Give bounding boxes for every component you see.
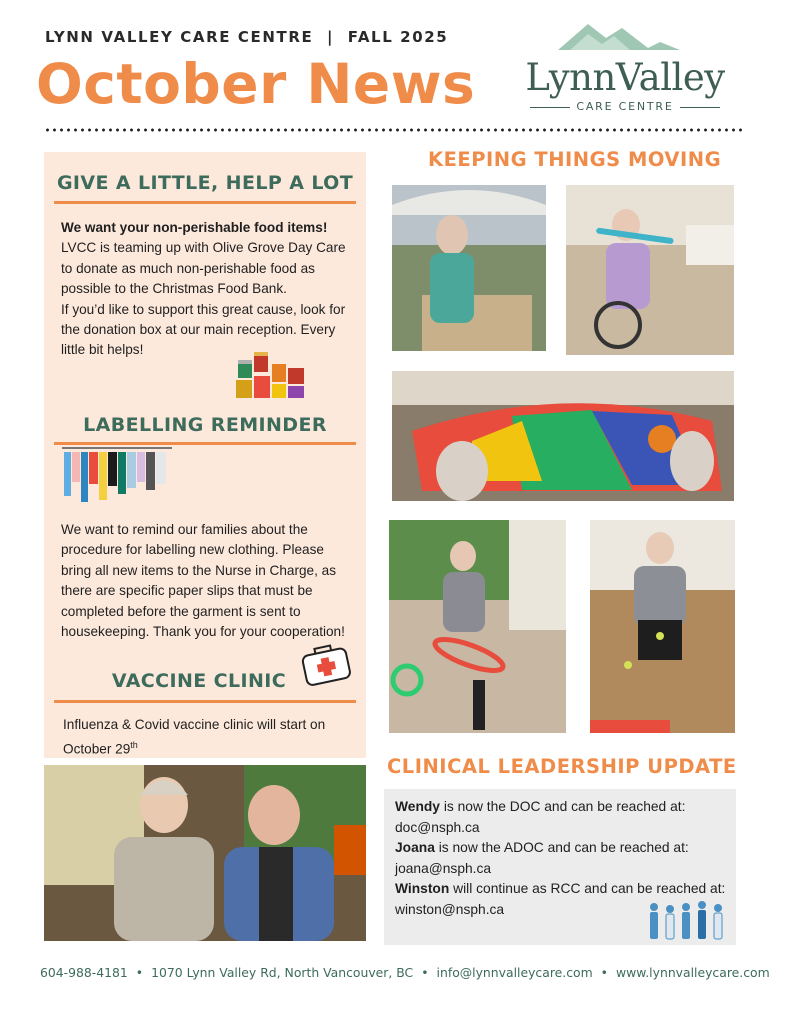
residents-photo-illustration [44, 765, 366, 941]
clinical-title: CLINICAL LEADERSHIP UPDATE [387, 755, 737, 778]
canned-food-icon [232, 348, 312, 402]
food-drive-text [61, 218, 359, 361]
clinical-panel [384, 789, 736, 945]
activity-photo-5-illustration [590, 520, 735, 733]
footer-phone[interactable]: 604-988-4181 [40, 965, 128, 980]
footer-contact [40, 965, 770, 980]
labelling-text: We want to remind our families about the procedure for labelling new clothing. Please bring all new items to the Nurse in Charge, as there are specific paper slips that must be completed before the garment is sent to housekeeping. Thank you for your cooperation! [61, 522, 345, 640]
clinical-item [395, 879, 733, 900]
clinical-role: is now the ADOC and can be reached at: [434, 840, 689, 856]
dotted-divider [44, 128, 744, 132]
activity-photo-2 [566, 185, 734, 355]
footer-email[interactable]: info@lynnvalleycare.com [436, 965, 593, 980]
clinical-email[interactable]: winston@nsph.ca [395, 901, 505, 917]
vaccine-body: Influenza & Covid vaccine clinic will start on October 29 [63, 717, 326, 757]
vaccine-title: VACCINE CLINIC [111, 670, 287, 692]
activity-photo-4 [389, 520, 566, 733]
footer-address: 1070 Lynn Valley Rd, North Vancouver, BC [151, 965, 414, 980]
clothing-rack-icon [60, 444, 175, 504]
food-drive-body-2: If you’d like to support this great cause, look for the donation box at our main reception. Every little bit helps! [61, 301, 346, 358]
newsletter-kicker: LYNN VALLEY CARE CENTRE | FALL 2025 [45, 28, 449, 46]
footer-website[interactable]: www.lynnvalleycare.com [615, 965, 770, 980]
logo-subtitle-text: CARE CENTRE [576, 100, 674, 113]
labelling-title: LABELLING REMINDER [83, 414, 327, 436]
vaccine-underline [54, 700, 356, 703]
activity-photo-2-illustration [566, 185, 734, 355]
logo-subtitle [510, 100, 740, 113]
food-drive-lead: We want your non-perishable food items! [61, 220, 328, 235]
logo-name: LynnValley [525, 56, 725, 99]
clinical-role: is now the DOC and can be reached at: [439, 799, 686, 814]
food-drive-underline [54, 201, 356, 204]
residents-photo [44, 765, 366, 941]
activity-photo-1-illustration [392, 185, 546, 351]
footer-separator: • [135, 965, 144, 980]
clinical-name: Wendy [395, 799, 440, 814]
activity-photo-5 [590, 520, 735, 733]
clinical-name: Winston [395, 881, 450, 897]
food-drive-body-1: LVCC is teaming up with Olive Grove Day Care to donate as much non-perishable food as possible to the Christmas Food Bank. [61, 240, 346, 297]
newsletter-title: October News [36, 52, 476, 116]
clinical-item [395, 838, 733, 859]
left-panel [44, 152, 366, 758]
activity-photo-4-illustration [389, 520, 566, 733]
care-centre-logo [510, 20, 740, 115]
moving-title: KEEPING THINGS MOVING [428, 148, 722, 171]
clinical-item [395, 797, 733, 818]
activity-photo-3-illustration [392, 371, 734, 501]
mountain-logo-icon [510, 20, 740, 60]
clinical-role: will continue as RCC and can be reached at: [449, 881, 726, 897]
footer-separator: • [600, 965, 608, 980]
activity-photo-3 [392, 371, 734, 501]
vaccine-superscript: th [130, 740, 138, 751]
clinical-email[interactable]: joana@nsph.ca [395, 860, 492, 876]
activity-photo-1 [392, 185, 546, 351]
food-drive-title: GIVE A LITTLE, HELP A LOT [56, 172, 354, 194]
clinical-name: Joana [395, 840, 435, 856]
vaccine-text [63, 715, 359, 760]
footer-separator: • [421, 965, 429, 980]
medical-staff-icon [646, 899, 728, 941]
clinical-email[interactable]: doc@nsph.ca [395, 819, 480, 835]
